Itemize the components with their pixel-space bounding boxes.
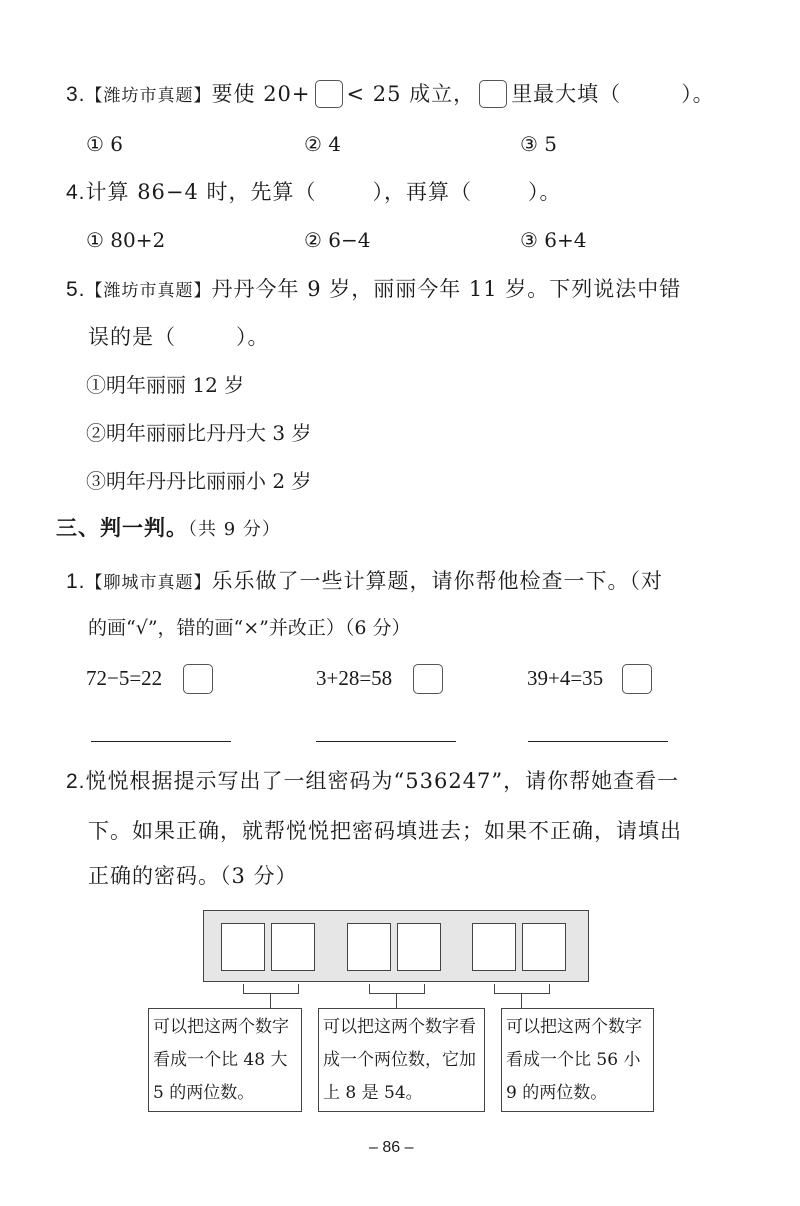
question-text: ）。 — [236, 325, 270, 349]
check-box-3[interactable] — [622, 664, 652, 694]
answer-box[interactable] — [315, 80, 343, 108]
judgement-2-line2: 下。如果正确，就帮悦悦把密码填进去；如果不正确，请填出 — [88, 819, 682, 843]
bracket-connector — [369, 984, 425, 994]
password-digit-3[interactable] — [347, 923, 391, 971]
question-4 — [66, 178, 562, 207]
question-number: 3. — [66, 83, 86, 106]
bracket-connector — [243, 984, 299, 994]
equation-1: 72−5=22 — [86, 666, 163, 690]
option-3[interactable]: ③ 6+4 — [520, 228, 587, 252]
equation-3: 39+4=35 — [527, 666, 604, 690]
section-heading — [56, 514, 281, 544]
option-3[interactable]: ③明年丹丹比丽丽小 2 岁 — [86, 469, 312, 493]
answer-box[interactable] — [479, 80, 507, 108]
option-1[interactable]: ① 6 — [86, 132, 124, 156]
connector-stem — [396, 994, 397, 1008]
password-digit-2[interactable] — [271, 923, 315, 971]
question-text: 乐乐做了一些计算题，请你帮他检查一下。（对 — [211, 569, 664, 593]
question-5 — [66, 275, 681, 305]
question-text: ）。 — [528, 180, 562, 204]
hint-box-1: 可以把这两个数字看成一个比 48 大 5 的两位数。 — [148, 1008, 302, 1112]
option-1[interactable]: ①明年丽丽 12 岁 — [86, 373, 245, 397]
question-number: 4. — [66, 181, 86, 204]
option-1[interactable]: ① 80+2 — [86, 228, 166, 252]
section-title: 三、判一判。 — [56, 515, 188, 540]
judgement-1-cont: 的画“√”，错的画“×”并改正）（6 分） — [88, 617, 411, 639]
password-digit-4[interactable] — [397, 923, 441, 971]
question-text: 里最大填（ — [511, 82, 622, 106]
source-tag: 【潍坊市真题】 — [85, 281, 212, 301]
password-digit-1[interactable] — [221, 923, 265, 971]
option-2[interactable]: ②明年丽丽比丹丹大 3 岁 — [86, 421, 312, 445]
password-digit-5[interactable] — [472, 923, 516, 971]
question-number: 5. — [66, 278, 86, 301]
option-3[interactable]: ③ 5 — [520, 132, 558, 156]
equation-2: 3+28=58 — [316, 666, 393, 690]
judgement-2 — [66, 767, 679, 796]
check-box-2[interactable] — [413, 664, 443, 694]
question-text: 悦悦根据提示写出了一组密码为“536247”，请你帮她查看一 — [85, 769, 680, 793]
question-5-cont — [88, 323, 270, 351]
question-text: < 25 成立， — [346, 82, 476, 106]
option-2[interactable]: ② 4 — [304, 132, 342, 156]
bracket-connector — [494, 984, 550, 994]
question-text: 丹丹今年 9 岁，丽丽今年 11 岁。下列说法中错 — [211, 277, 682, 301]
check-box-1[interactable] — [183, 664, 213, 694]
hint-box-3: 可以把这两个数字看成一个比 56 小 9 的两位数。 — [501, 1008, 654, 1112]
question-number: 2. — [66, 770, 86, 793]
question-text: 误的是（ — [88, 325, 176, 349]
correction-line-1[interactable] — [91, 741, 231, 742]
judgement-1 — [66, 567, 663, 597]
question-text: 要使 20+ — [211, 82, 311, 106]
question-text: ），再算（ — [372, 180, 473, 204]
question-text: ）。 — [681, 82, 715, 106]
hint-box-2: 可以把这两个数字看成一个两位数，它加上 8 是 54。 — [318, 1008, 485, 1112]
correction-line-2[interactable] — [316, 741, 456, 742]
question-text: 计算 86−4 时，先算（ — [85, 180, 317, 204]
source-tag: 【聊城市真题】 — [85, 573, 212, 593]
question-3 — [66, 80, 715, 110]
password-digit-6[interactable] — [522, 923, 566, 971]
source-tag: 【潍坊市真题】 — [85, 86, 212, 106]
section-points: （共 9 分） — [188, 519, 281, 540]
connector-stem — [521, 994, 522, 1008]
correction-line-3[interactable] — [528, 741, 668, 742]
judgement-2-line3: 正确的密码。（3 分） — [88, 864, 298, 888]
page-number: – 86 – — [369, 1139, 414, 1156]
question-number: 1. — [66, 570, 86, 593]
connector-stem — [270, 994, 271, 1008]
option-2[interactable]: ② 6−4 — [304, 228, 371, 252]
password-panel — [203, 910, 589, 982]
